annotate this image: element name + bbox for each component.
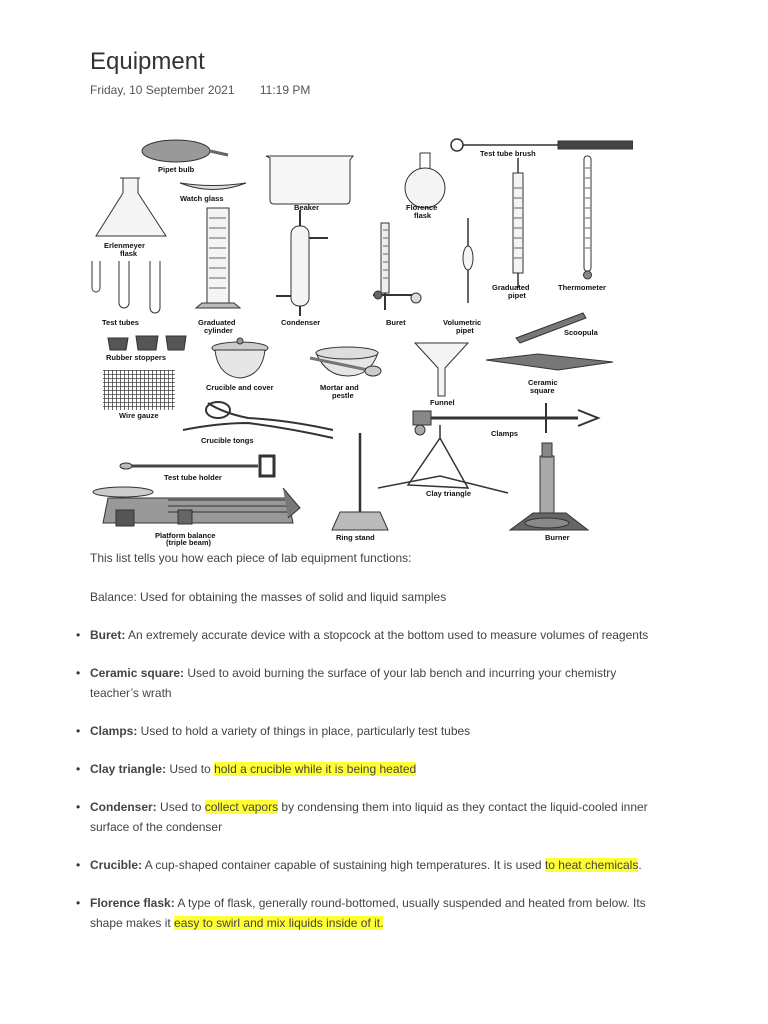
page-time: 11:19 PM [259,83,311,97]
label-erlenmeyer-1: Erlenmeyer [104,241,145,250]
crucible-tongs-icon [183,402,333,438]
label-test-tube-holder: Test tube holder [164,473,222,482]
lab-equipment-illustration [88,138,633,548]
erlenmeyer-flask-icon [96,178,166,236]
term-ceramic-square: Ceramic square: [90,666,185,680]
label-ceramic-2: square [530,386,555,395]
florence-flask-icon [405,153,445,208]
label-wire-gauze: Wire gauze [119,411,159,420]
label-condenser: Condenser [281,318,321,327]
desc-florence-flask: A type of flask, generally round-bottomed, usually suspended and heated from below. Its shape makes it [90,896,646,930]
label-mortar-1: Mortar and [320,383,359,392]
list-item-crucible [90,855,650,875]
label-erlenmeyer-2: flask [120,249,138,258]
condenser-icon [276,210,328,316]
wire-gauze-icon [103,370,175,410]
label-pipet-bulb: Pipet bulb [158,165,195,174]
desc-clamps: Used to hold a variety of things in place, particularly test tubes [137,724,471,738]
graduated-cylinder-icon [196,208,240,308]
label-test-tube-brush: Test tube brush [480,149,536,158]
ceramic-square-icon [486,354,613,370]
label-beaker: Beaker [294,203,320,212]
list-item-buret [90,625,650,645]
label-funnel: Funnel [430,398,455,407]
desc-crucible-end: . [638,858,642,872]
list-item-ceramic-square [90,663,650,703]
label-ceramic-1: Ceramic [528,378,558,387]
label-test-tubes: Test tubes [102,318,139,327]
page-dateline [90,83,310,97]
highlight-florence-flask: easy to swirl and mix liquids inside of it. [174,916,384,930]
funnel-icon [415,343,468,396]
thermometer-icon [584,156,592,279]
platform-balance-icon [93,487,300,526]
term-condenser: Condenser: [90,800,157,814]
mortar-pestle-icon [310,347,381,376]
label-crucible-cover: Crucible and cover [206,383,274,392]
label-graduated-pipet-2: pipet [508,291,526,300]
pipet-bulb-icon [142,140,228,162]
crucible-cover-icon [212,338,268,378]
label-graduated-cylinder-2: cylinder [204,326,233,335]
desc-condenser-end: by condensing them into liquid as they contact the liquid-cooled inner surface of the condenser [90,800,648,834]
balance-text: Balance: Used for obtaining the masses of solid and liquid samples [90,590,447,604]
label-clay-triangle: Clay triangle [426,489,472,498]
test-tube-brush-icon [451,139,633,151]
rubber-stoppers-icon [108,336,186,350]
equipment-list [90,625,650,933]
label-thermometer: Thermometer [558,283,606,292]
page-date: Friday, 10 September 2021 [90,83,235,97]
label-burner: Burner [545,533,570,542]
label-buret: Buret [386,318,406,327]
term-florence-flask: Florence flask: [90,896,175,910]
label-ring-stand: Ring stand [336,533,375,542]
list-item-clamps [90,721,650,741]
intro-text: This list tells you how each piece of lab equipment functions: [90,551,412,565]
term-clamps: Clamps: [90,724,138,738]
label-volumetric-pipet-2: pipet [456,326,474,335]
desc-condenser: Used to [156,800,205,814]
label-graduated-cylinder-1: Graduated [198,318,236,327]
label-florence-1: Florence [406,203,438,212]
label-graduated-pipet-1: Graduated [492,283,530,292]
clay-triangle-icon [378,425,508,493]
burner-icon [510,443,588,530]
label-clamps: Clamps [491,429,519,438]
label-watch-glass: Watch glass [180,194,224,203]
desc-clay-triangle: Used to [166,762,215,776]
desc-crucible: A cup-shaped container capable of sustaining high temperatures. It is used [142,858,545,872]
label-rubber-stoppers: Rubber stoppers [106,353,167,362]
equipment-notes [90,548,650,951]
list-item-florence-flask [90,893,650,933]
ring-stand-icon [332,433,388,530]
term-clay-triangle: Clay triangle: [90,762,167,776]
label-mortar-2: pestle [332,391,354,400]
highlight-crucible: to heat chemicals [544,858,639,872]
graduated-pipet-icon [513,158,523,288]
term-crucible: Crucible: [90,858,143,872]
highlight-clay-triangle: hold a crucible while it is being heated [214,762,417,776]
label-scoopula: Scoopula [564,328,598,337]
watch-glass-icon [180,183,246,190]
highlight-condenser: collect vapors [204,800,279,814]
label-florence-2: flask [414,211,432,220]
desc-buret: An extremely accurate device with a stopcock at the bottom used to measure volumes of reagents [125,628,649,642]
buret-icon [373,223,421,310]
page-title: Equipment [90,48,205,75]
list-item-clay-triangle [90,759,650,779]
label-crucible-tongs: Crucible tongs [201,436,254,445]
label-volumetric-pipet-1: Volumetric [443,318,482,327]
volumetric-pipet-icon [463,218,473,303]
test-tubes-icon [92,261,160,313]
list-item-condenser [90,797,650,837]
beaker-icon [266,156,353,204]
lab-equipment-figure [88,138,633,548]
term-buret: Buret: [90,628,126,642]
label-platform-balance-2: (triple beam) [166,538,212,547]
label-platform-balance-1: Platform balance [155,531,216,540]
desc-ceramic-square: Used to avoid burning the surface of your lab bench and incurring your chemistry teacher’s wrath [90,666,617,700]
